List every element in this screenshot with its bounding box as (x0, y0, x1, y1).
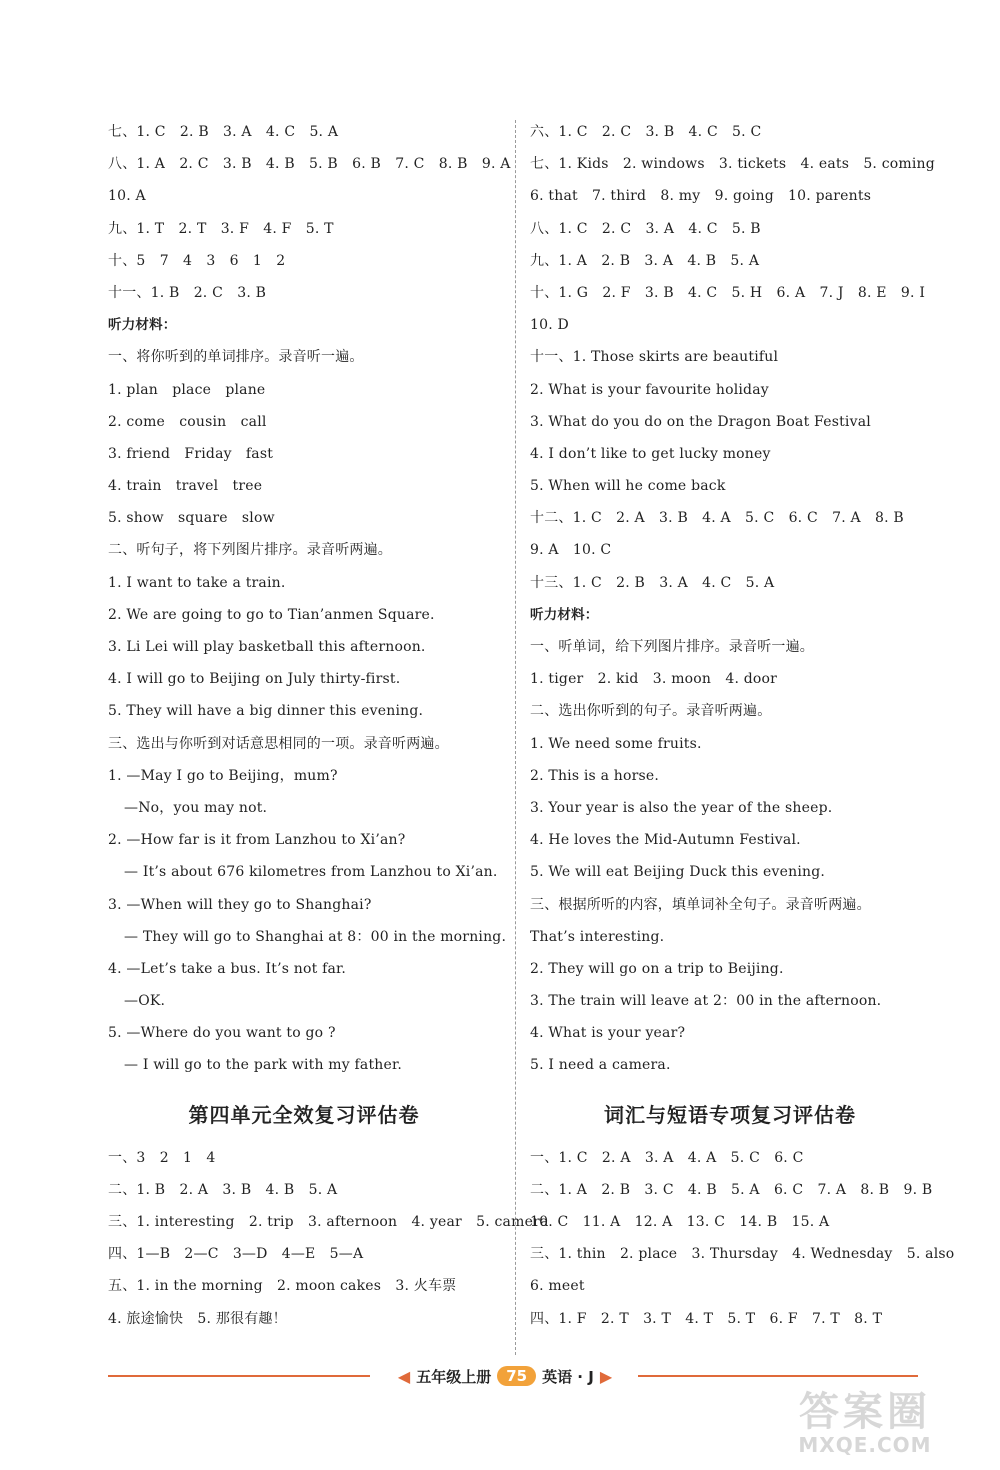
answer-line: — They will go to Shanghai at 8：00 in the morning. (124, 928, 507, 945)
answer-line: 2. come cousin call (108, 413, 267, 430)
answer-line: —No，you may not. (124, 799, 268, 816)
footer-subject: 英语 · J (542, 1367, 594, 1386)
answer-line: That’s interesting. (530, 928, 665, 945)
answer-line: 5. They will have a big dinner this evening. (108, 703, 424, 720)
answer-line: 4. He loves the Mid-Autumn Festival. (530, 832, 801, 849)
answer-line: 6. that 7. third 8. my 9. going 10. parents (530, 188, 872, 205)
answer-line: 二、1. A 2. B 3. C 4. B 5. A 6. C 7. A 8. B 9. B (530, 1181, 933, 1198)
answer-line: 1. —May I go to Beijing，mum? (108, 767, 338, 784)
answer-line: 十、5 7 4 3 6 1 2 (108, 252, 286, 269)
answer-line: 5. —Where do you want to go ? (108, 1025, 336, 1042)
answer-line: 十一、1. B 2. C 3. B (108, 284, 267, 301)
right-column (530, 116, 955, 1335)
answer-line: 一、1. C 2. A 3. A 4. A 5. C 6. C (530, 1149, 804, 1166)
answer-line: — It’s about 676 kilometres from Lanzhou to Xi’an. (124, 864, 498, 881)
answer-line: 十三、1. C 2. B 3. A 4. C 5. A (530, 574, 775, 591)
answer-line: 2. They will go on a trip to Beijing. (530, 960, 784, 977)
answer-line: 3. friend Friday fast (108, 445, 274, 462)
answer-line: 七、1. Kids 2. windows 3. tickets 4. eats 5. coming (530, 156, 935, 173)
answer-line: 4. I will go to Beijing on July thirty-first. (108, 671, 401, 688)
section-title: 第四单元全效复习评估卷 (188, 1102, 420, 1127)
answer-line: —OK. (124, 993, 166, 1010)
watermark-url: MXQE.COM (798, 1433, 932, 1457)
answer-line: 6. meet (530, 1278, 585, 1295)
answer-line: 3. What do you do on the Dragon Boat Festival (530, 413, 871, 430)
answer-line: 十一、1. Those skirts are beautiful (530, 349, 779, 366)
page-footer (108, 1362, 918, 1390)
left-column (108, 116, 549, 1335)
answer-line: 10. D (530, 317, 569, 334)
answer-line: 3. Your year is also the year of the sheep. (530, 799, 833, 816)
page-number-badge: 75 (497, 1366, 536, 1386)
answer-line: 一、将你听到的单词排序。录音听一遍。 (108, 349, 364, 366)
answer-line: 一、听单词，给下列图片排序。录音听一遍。 (530, 639, 814, 655)
answer-line: 十、1. G 2. F 3. B 4. C 5. H 6. A 7. J 8. E 9. I (530, 284, 926, 301)
answer-line: 4. I don’t like to get lucky money (530, 445, 771, 462)
footer-grade: 五年级上册 (416, 1367, 492, 1386)
watermark-logo (770, 1390, 960, 1460)
answer-line: 1. plan place plane (108, 381, 266, 398)
answer-line: 3. —When will they go to Shanghai? (108, 896, 372, 913)
answer-line: 4. —Let’s take a bus. It’s not far. (108, 960, 347, 977)
answer-line: 5. I need a camera. (530, 1057, 671, 1074)
answer-line: 4. What is your year? (530, 1025, 686, 1042)
column-divider (515, 120, 516, 1355)
answer-line: 1. I want to take a train. (108, 574, 286, 591)
answer-line: 3. Li Lei will play basketball this afternoon. (108, 639, 426, 655)
answer-line: 10. C 11. A 12. A 13. C 14. B 15. A (530, 1214, 830, 1230)
answer-line: 七、1. C 2. B 3. A 4. C 5. A (108, 124, 339, 140)
listening-heading: 听力材料： (530, 606, 599, 623)
answer-line: 四、1—B 2—C 3—D 4—E 5—A (108, 1246, 364, 1263)
footer-center (374, 1362, 636, 1390)
listening-heading: 听力材料： (108, 317, 177, 334)
answer-line: 八、1. A 2. C 3. B 4. B 5. B 6. B 7. C 8. B 9. A (108, 156, 511, 173)
answer-line: 2. We are going to go to Tian’anmen Square. (108, 606, 435, 623)
answer-line: 九、1. T 2. T 3. F 4. F 5. T (108, 220, 334, 237)
answer-line: 5. When will he come back (530, 478, 726, 495)
answer-line: 三、根据所听的内容，填单词补全句子。录音听两遍。 (530, 896, 871, 913)
answer-line: 三、1. interesting 2. trip 3. afternoon 4. year 5. camera (108, 1214, 549, 1230)
footer-rule-left (108, 1375, 370, 1377)
answer-line: 五、1. in the morning 2. moon cakes 3. 火车票 (108, 1278, 457, 1295)
answer-line: 十二、1. C 2. A 3. B 4. A 5. C 6. C 7. A 8. B (530, 510, 904, 527)
answer-line: — I will go to the park with my father. (124, 1057, 403, 1074)
answer-line: 三、1. thin 2. place 3. Thursday 4. Wednesday 5. also (530, 1246, 955, 1263)
answer-line: 5. show square slow (108, 510, 275, 527)
answer-line: 2. —How far is it from Lanzhou to Xi’an? (108, 832, 406, 849)
answer-line: 八、1. C 2. C 3. A 4. C 5. B (530, 220, 761, 237)
answer-line: 4. 旅途愉快 5. 那很有趣！ (108, 1310, 287, 1327)
answer-line: 二、听句子，将下列图片排序。录音听两遍。 (108, 542, 392, 559)
right-arrow-icon: ▶ (599, 1366, 613, 1386)
answer-line: 5. We will eat Beijing Duck this evening. (530, 864, 826, 881)
answer-line: 二、1. B 2. A 3. B 4. B 5. A (108, 1181, 338, 1198)
answer-line: 9. A 10. C (530, 542, 612, 559)
answer-line: 九、1. A 2. B 3. A 4. B 5. A (530, 252, 760, 269)
answer-line: 二、选出你听到的句子。录音听两遍。 (530, 703, 772, 720)
answer-line: 四、1. F 2. T 3. T 4. T 5. T 6. F 7. T 8. T (530, 1310, 883, 1327)
answer-line: 一、3 2 1 4 (108, 1149, 216, 1166)
answer-line: 六、1. C 2. C 3. B 4. C 5. C (530, 124, 762, 140)
answer-line: 2. This is a horse. (530, 767, 660, 784)
answer-line: 1. We need some fruits. (530, 735, 702, 752)
section-title: 词汇与短语专项复习评估卷 (604, 1102, 856, 1127)
answer-line: 4. train travel tree (108, 478, 263, 495)
answer-line: 三、选出与你听到对话意思相同的一项。录音听两遍。 (108, 735, 449, 752)
answer-line: 10. A (108, 188, 146, 205)
answer-line: 2. What is your favourite holiday (530, 381, 769, 398)
watermark-text: 答案圈 (799, 1389, 931, 1435)
answer-line: 1. tiger 2. kid 3. moon 4. door (530, 671, 778, 688)
footer-rule-right (638, 1375, 918, 1377)
left-arrow-icon: ◀ (397, 1366, 411, 1386)
answer-line: 3. The train will leave at 2：00 in the afternoon. (530, 993, 882, 1010)
